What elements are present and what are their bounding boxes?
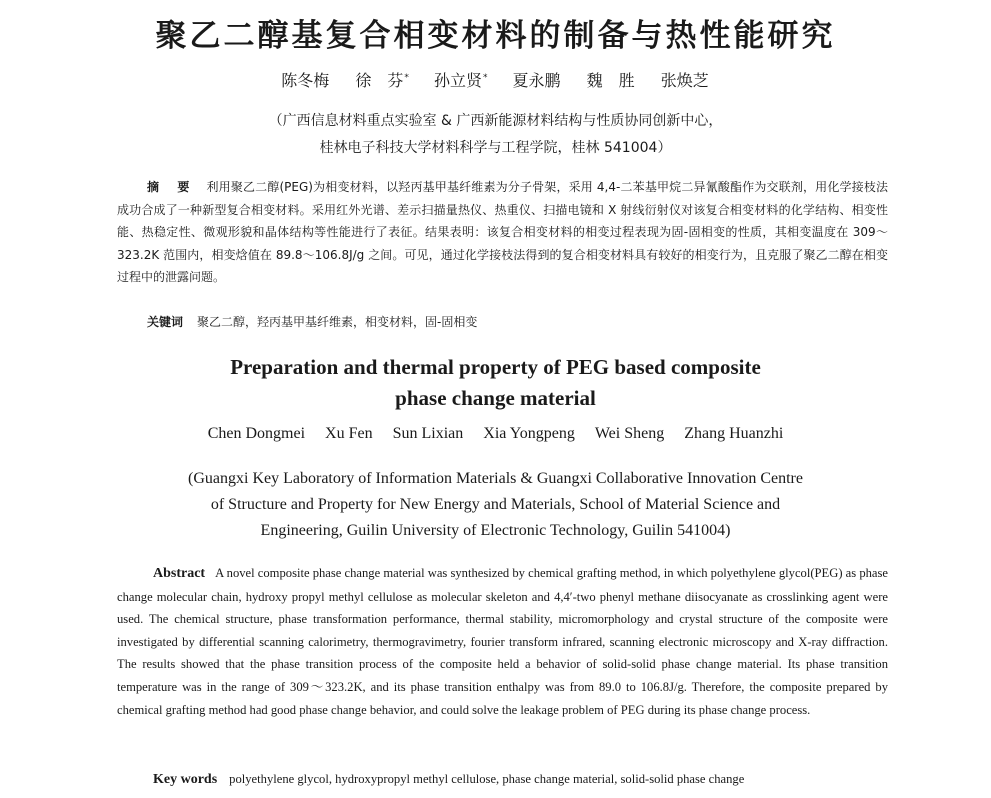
chinese-author: 夏永鹏 [512,71,561,90]
english-author: Sun Lixian [392,425,464,442]
chinese-author: 张焕芝 [660,71,709,90]
english-keywords-label: Key words [153,772,218,787]
chinese-abstract-label: 摘 要 [147,180,193,194]
english-title-line: phase change material [395,386,596,410]
english-title [0,352,991,414]
english-abstract-label: Abstract [153,566,206,581]
english-author-list [0,425,991,443]
chinese-title: 聚乙二醇基复合相变材料的制备与热性能研究 [155,18,836,54]
chinese-affiliation-line: （广西信息材料重点实验室 & 广西新能源材料结构与性质协同创新中心， [268,113,723,129]
chinese-author: 魏 胜 [586,71,635,90]
english-abstract [117,562,888,721]
english-affiliation [0,466,991,544]
english-author: Zhang Huanzhi [684,425,784,442]
english-affiliation-line: of Structure and Property for New Energy and Materials, School of Material Science and [210,496,781,513]
english-author: Chen Dongmei [207,425,306,442]
chinese-author: 孙立贤* [433,71,488,90]
english-author: Xu Fen [325,425,373,442]
chinese-affiliation-line: 桂林电子科技大学材料科学与工程学院，桂林 541004） [319,140,672,156]
chinese-keywords [147,311,888,333]
english-author: Wei Sheng [594,425,665,442]
english-affiliation-line: Engineering, Guilin University of Electronic Technology, Guilin 541004) [260,522,731,539]
english-author: Xia Yongpeng [483,425,575,442]
chinese-keywords-text: 聚乙二醇，羟丙基甲基纤维素，相变材料，固-固相变 [197,315,478,329]
chinese-author: 陈冬梅 [281,71,330,90]
english-abstract-text: A novel composite phase change material was synthesized by chemical grafting method, in which polyethylene glycol(PEG) as phase change molecular chain, hydroxy propyl methyl cellulose as molecular skeleton and 4,4′-two phenyl methane diisocyanate as crosslinking agent were used. The chemical structure, phase transformation performance, thermal stability, micromorphology and crystal structure of the composite were investigated by differential scanning calorimetry, thermogravimetry, fourier transform infrared, scanning electronic microscopy and X-ray diffraction. The results showed that the phase transition process of the composite held a behavior of solid-solid phase change material. Its phase transition temperature was in the range of 309～323.2K, and its phase transition enthalpy was from 89.0 to 106.8J/g. Therefore, the composite prepared by chemical grafting method had good phase change behavior, and could solve the leakage problem of PEG during its phase change process. [117,566,888,717]
english-title-line: Preparation and thermal property of PEG based composite [230,355,761,379]
chinese-author-list [0,68,991,91]
chinese-affiliation [0,108,991,162]
chinese-keywords-label: 关键词 [147,315,184,329]
english-keywords-text: polyethylene glycol, hydroxypropyl methyl cellulose, phase change material, solid-solid phase change [229,772,745,786]
chinese-abstract [117,176,888,289]
chinese-author: 徐 芬* [355,71,409,90]
english-affiliation-line: (Guangxi Key Laboratory of Information Materials & Guangxi Collaborative Innovation Centre [188,470,803,487]
chinese-abstract-text: 利用聚乙二醇(PEG)为相变材料，以羟丙基甲基纤维素为分子骨架，采用 4,4-二苯基甲烷二异氰酸酯作为交联剂，用化学接枝法成功合成了一种新型复合相变材料。采用红外光谱、差示扫描量热仪、热重仪、扫描电镜和 X 射线衍射仪对该复合相变材料的化学结构、相变性能、热稳定性、微观形貌和晶体结构等性能进行了表征。结果表明：该复合相变材料的相变过程表现为固-固相变的性质，其相变温度在 309～323.2K 范围内，相变焓值在 89.8～106.8J/g 之间。可见，通过化学接枝法得到的复合相变材料具有较好的相变行为，且克服了聚乙二醇在相变过程中的泄露问题。 [117,180,888,284]
english-keywords [153,768,893,791]
